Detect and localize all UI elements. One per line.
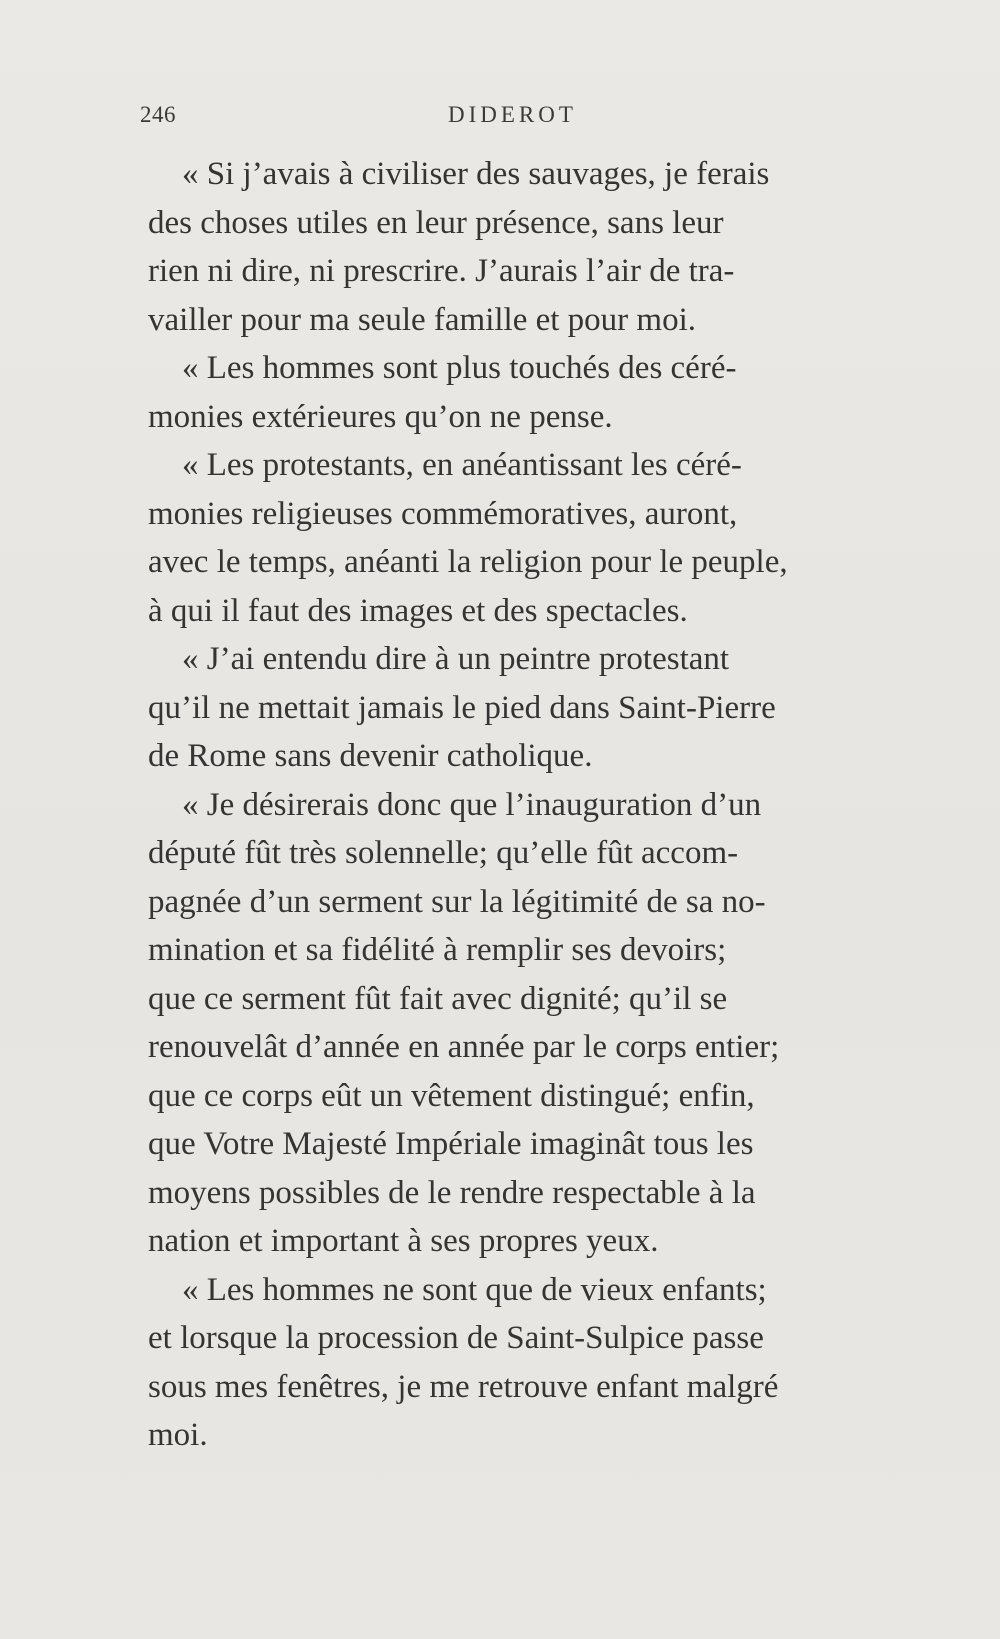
text-line: sous mes fenêtres, je me retrouve enfant malgré (148, 1368, 779, 1405)
paragraph-6 (148, 1266, 903, 1460)
text-line: vailler pour ma seule famille et pour moi. (148, 301, 696, 338)
text-line: mination et sa fidélité à remplir ses devoirs; (148, 932, 727, 968)
paragraph-2 (148, 344, 903, 441)
text-line: « J’ai entendu dire à un peintre protestant (182, 641, 730, 677)
running-title: DIDEROT (448, 102, 577, 127)
text-line: « Si j’avais à civiliser des sauvages, je ferais (182, 156, 770, 192)
text-line: pagnée d’un serment sur la légitimité de sa no- (148, 883, 766, 920)
text-line: que ce serment fût fait avec dignité; qu’il se (148, 980, 728, 1017)
text-line: et lorsque la procession de Saint-Sulpice passe (148, 1320, 764, 1356)
text-line: renouvelât d’année en année par le corps entier; (148, 1029, 780, 1065)
text-line: de Rome sans devenir catholique. (148, 738, 593, 774)
text-line: nation et important à ses propres yeux. (148, 1223, 659, 1259)
paragraph-3 (148, 441, 903, 635)
text-line: que Votre Majesté Impériale imaginât tous les (148, 1126, 754, 1162)
text-line: à qui il faut des images et des spectacles. (148, 592, 688, 629)
paragraph-4 (148, 635, 903, 781)
text-line: monies religieuses commémoratives, auront, (148, 495, 738, 532)
text-line: député fût très solennelle; qu’elle fût accom- (148, 835, 739, 871)
text-line: moyens possibles de le rendre respectable à la (148, 1174, 756, 1211)
running-head (140, 96, 595, 136)
page-number: 246 (140, 102, 176, 127)
paragraph-1 (148, 150, 903, 344)
text-line: « Je désirerais donc que l’inauguration d’un (182, 786, 762, 823)
text-line: « Les hommes sont plus touchés des céré- (182, 350, 737, 386)
text-line: moi. (148, 1417, 208, 1453)
text-line: « Les hommes ne sont que de vieux enfants; (182, 1271, 767, 1308)
paragraph-5 (148, 781, 903, 1266)
text-line: rien ni dire, ni prescrire. J’aurais l’air de tra- (148, 253, 735, 289)
text-line: qu’il ne mettait jamais le pied dans Saint-Pierre (148, 689, 776, 726)
text-line: « Les protestants, en anéantissant les céré- (182, 447, 742, 483)
text-line: avec le temps, anéanti la religion pour le peuple, (148, 544, 788, 580)
text-line: monies extérieures qu’on ne pense. (148, 398, 613, 435)
text-line: que ce corps eût un vêtement distingué; enfin, (148, 1077, 755, 1114)
body-text (148, 150, 903, 1460)
text-line: des choses utiles en leur présence, sans leur (148, 204, 724, 241)
